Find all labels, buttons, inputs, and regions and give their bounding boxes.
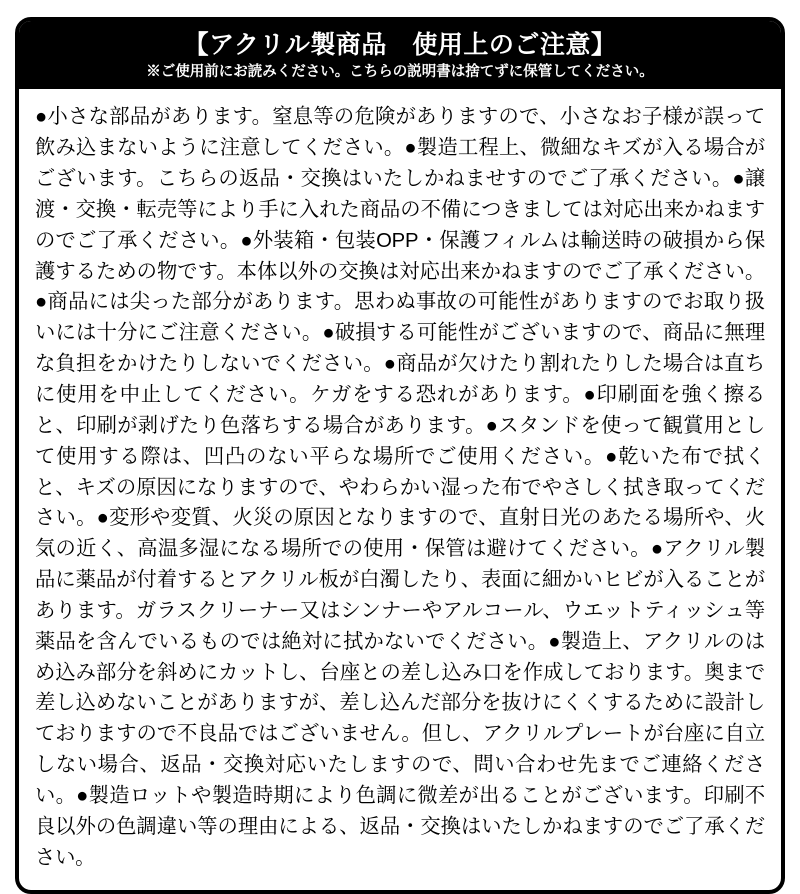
page-title: 【アクリル製商品 使用上のご注意】	[183, 31, 617, 59]
notice-body-text: ●小さな部品があります。窒息等の危険がありますので、小さなお子様が誤って飲み込まないように注意してください。●製造工程上、微細なキズが入る場合がございます。こちらの返品・交換はいたしかねませすのでご了承ください。●譲渡・交換・転売等により手に入れた商品の不備につきましては対応出来かねますのでご了承ください。●外装箱・包装OPP・保護フィルムは輸送時の破損から保護するための物です。本体以外の交換は対応出来かねますのでご了承ください。●商品には尖った部分があります。思わぬ事故の可能性がありますのでお取り扱いには十分にご注意ください。●破損する可能性がございますので、商品に無理な負担をかけたりしないでください。●商品が欠けたり割れたりした場合は直ちに使用を中止してください。ケガをする恐れがあります。●印刷面を強く擦ると、印刷が剥げたり色落ちする場合があります。●スタンドを使って観賞用として使用する際は、凹凸のない平らな場所でご使用ください。●乾いた布で拭くと、キズの原因になりますので、やわらかい湿った布でやさしく拭き取ってください。●変形や変質、火災の原因となりますので、直射日光のあたる場所や、火気の近く、高温多湿になる場所での使用・保管は避けてください。●アクリル製品に薬品が付着するとアクリル板が白濁したり、表面に細かいヒビが入ることがあります。ガラスクリーナー又はシンナーやアルコール、ウエットティッシュ等薬品を含んでいるものでは絶対に拭かないでください。●製造上、アクリルのはめ込み部分を斜めにカットし、台座との差し込み口を作成しております。奥まで差し込めないことがありますが、差し込んだ部分を抜けにくくするために設計しておりますので不良品ではございません。但し、アクリルプレートが台座に自立しない場合、返品・交換対応いたしますので、問い合わせ先までご連絡ください。●製造ロットや製造時期により色調に微差が出ることがございます。印刷不良以外の色調違い等の理由による、返品・交換はいたしかねますのでご了承ください。	[35, 106, 765, 869]
notice-body-container	[19, 89, 781, 889]
notice-header	[19, 21, 781, 89]
header-subtitle: ※ご使用前にお読みください。こちらの説明書は捨てずに保管してください。	[146, 63, 654, 80]
notice-card	[15, 17, 785, 894]
